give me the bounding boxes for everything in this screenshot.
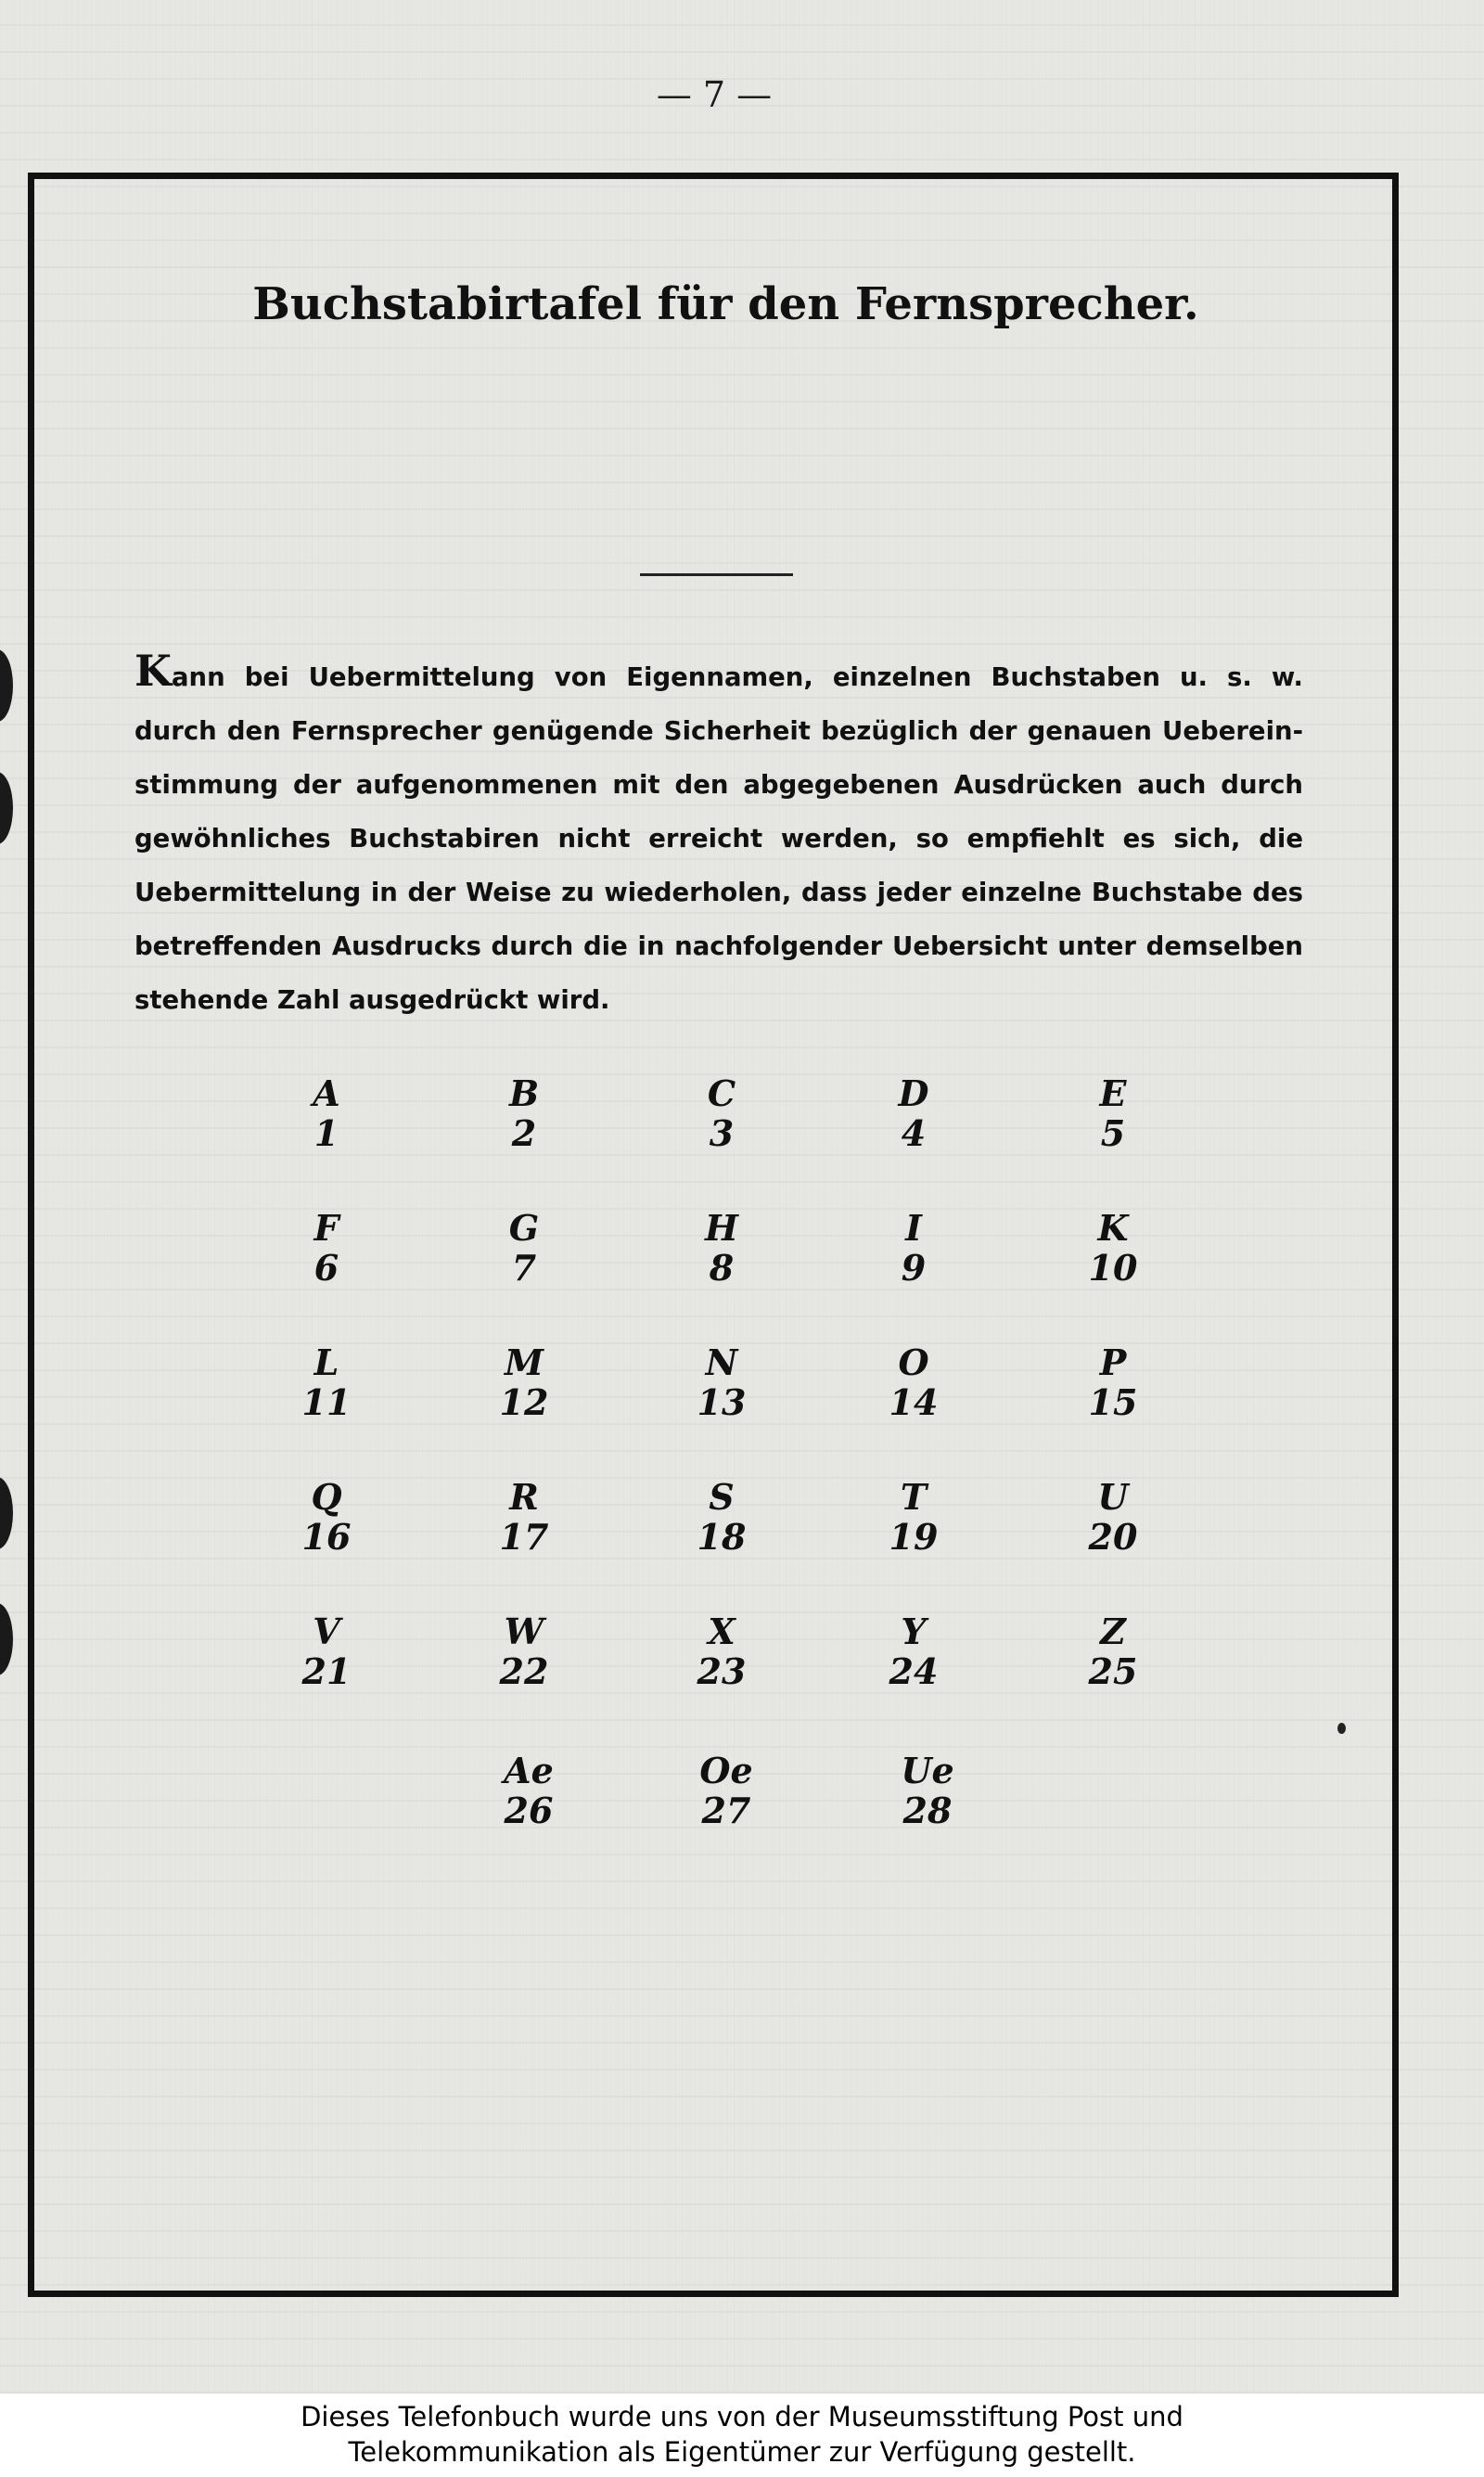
cell-number: 14 [889, 1381, 939, 1423]
table-cell-a [252, 1074, 401, 1154]
table-cell-i [839, 1209, 988, 1289]
ink-speck [1337, 1723, 1346, 1734]
table-cell-e [1039, 1074, 1187, 1154]
cell-letter: Q [311, 1476, 342, 1518]
cell-letter: G [508, 1207, 540, 1249]
cell-letter: E [1099, 1072, 1127, 1114]
cell-letter: L [313, 1341, 339, 1383]
table-cell-g [450, 1209, 598, 1289]
cell-number: 28 [902, 1790, 953, 1831]
table-cell-v [252, 1612, 401, 1692]
intro-line-1-text: ann bei Uebermittelung von Eigennamen, einzelnen Buchstaben u. s. w. [171, 662, 1303, 692]
cell-number: 3 [709, 1112, 735, 1154]
cell-letter: Oe [699, 1750, 753, 1791]
cell-number: 23 [697, 1650, 747, 1692]
cell-number: 4 [901, 1112, 927, 1154]
cell-letter: D [898, 1072, 929, 1114]
intro-line-3: stimmung der aufgenommenen mit den abgegebenen Ausdrücken auch durch [134, 770, 1303, 800]
table-cell-b [450, 1074, 598, 1154]
binding-hole-mark [0, 649, 13, 722]
cell-letter: X [708, 1611, 736, 1652]
cell-number: 18 [697, 1516, 747, 1558]
cell-number: 20 [1088, 1516, 1138, 1558]
cell-letter: P [1099, 1341, 1127, 1383]
cell-letter: H [705, 1207, 738, 1249]
table-cell-n [647, 1343, 796, 1423]
cell-number: 26 [504, 1790, 554, 1831]
cell-number: 12 [499, 1381, 549, 1423]
cell-number: 19 [889, 1516, 939, 1558]
intro-line-1 [134, 646, 1303, 704]
table-cell-s [647, 1478, 796, 1558]
table-cell-r [450, 1478, 598, 1558]
title-divider [640, 573, 793, 576]
cell-letter: M [504, 1341, 544, 1383]
cell-number: 16 [301, 1516, 352, 1558]
cell-number: 15 [1088, 1381, 1138, 1423]
table-cell-h [647, 1209, 796, 1289]
cell-letter: R [509, 1476, 539, 1518]
cell-number: 7 [511, 1247, 537, 1289]
table-cell-k [1039, 1209, 1187, 1289]
table-cell-z [1039, 1612, 1187, 1692]
binding-hole-mark [0, 1477, 13, 1549]
cell-number: 17 [499, 1516, 549, 1558]
page-number: — 7 — [656, 74, 773, 115]
table-cell-c [647, 1074, 796, 1154]
cell-number: 13 [697, 1381, 747, 1423]
table-cell-l [252, 1343, 401, 1423]
cell-number: 1 [313, 1112, 339, 1154]
cell-number: 25 [1088, 1650, 1138, 1692]
table-cell-q [252, 1478, 401, 1558]
table-cell-t [839, 1478, 988, 1558]
cell-number: 22 [499, 1650, 549, 1692]
cell-number: 6 [313, 1247, 339, 1289]
caption-line-1: Dieses Telefonbuch wurde uns von der Museumsstiftung Post und [301, 2401, 1183, 2432]
table-cell-ue [853, 1752, 1002, 1831]
table-cell-ae [454, 1752, 603, 1831]
cell-number: 5 [1100, 1112, 1126, 1154]
cell-letter: O [898, 1341, 929, 1383]
cell-number: 9 [901, 1247, 927, 1289]
cell-letter: F [313, 1207, 339, 1249]
table-cell-f [252, 1209, 401, 1289]
cell-number: 27 [701, 1790, 751, 1831]
cell-number: 21 [301, 1650, 352, 1692]
intro-line-2: durch den Fernsprecher genügende Sicherheit bezüglich der genauen Ueberein- [134, 716, 1303, 746]
intro-line-4: gewöhnliches Buchstabiren nicht erreicht werden, so empfiehlt es sich, die [134, 824, 1303, 853]
cell-number: 11 [301, 1381, 352, 1423]
ownership-caption [0, 2394, 1484, 2477]
cell-letter: S [709, 1476, 735, 1518]
table-cell-oe [652, 1752, 800, 1831]
table-cell-m [450, 1343, 598, 1423]
cell-number: 2 [511, 1112, 537, 1154]
cell-letter: K [1097, 1207, 1129, 1249]
cell-letter: Y [901, 1611, 927, 1652]
cell-letter: Ae [504, 1750, 554, 1791]
cell-letter: I [905, 1207, 922, 1249]
cell-number: 8 [709, 1247, 735, 1289]
table-cell-u [1039, 1478, 1187, 1558]
intro-line-5: Uebermittelung in der Weise zu wiederholen, dass jeder einzelne Buchstabe des [134, 878, 1303, 907]
cell-letter: B [508, 1072, 540, 1114]
cell-letter: C [707, 1072, 736, 1114]
intro-paragraph [134, 646, 1303, 1027]
intro-line-6: betreffenden Ausdrucks durch die in nachfolgender Uebersicht unter demselben [134, 931, 1303, 961]
table-cell-d [839, 1074, 988, 1154]
table-cell-x [647, 1612, 796, 1692]
caption-line-2: Telekommunikation als Eigentümer zur Verfügung gestellt. [348, 2436, 1136, 2468]
cell-letter: Z [1100, 1611, 1126, 1652]
cell-letter: N [705, 1341, 738, 1383]
cell-letter: W [504, 1611, 544, 1652]
table-cell-w [450, 1612, 598, 1692]
table-cell-p [1039, 1343, 1187, 1423]
page-title: Buchstabirtafel für den Fernsprecher. [252, 278, 1199, 330]
intro-line-7: stehende Zahl ausgedrückt wird. [134, 985, 610, 1015]
binding-hole-mark [0, 1603, 13, 1675]
cell-letter: A [313, 1072, 340, 1114]
table-cell-o [839, 1343, 988, 1423]
drop-cap: K [134, 646, 172, 696]
cell-letter: U [1097, 1476, 1129, 1518]
cell-number: 24 [889, 1650, 939, 1692]
cell-number: 10 [1088, 1247, 1138, 1289]
binding-hole-mark [0, 772, 13, 844]
table-cell-y [839, 1612, 988, 1692]
cell-letter: V [313, 1611, 340, 1652]
cell-letter: T [900, 1476, 928, 1518]
cell-letter: Ue [901, 1750, 954, 1791]
